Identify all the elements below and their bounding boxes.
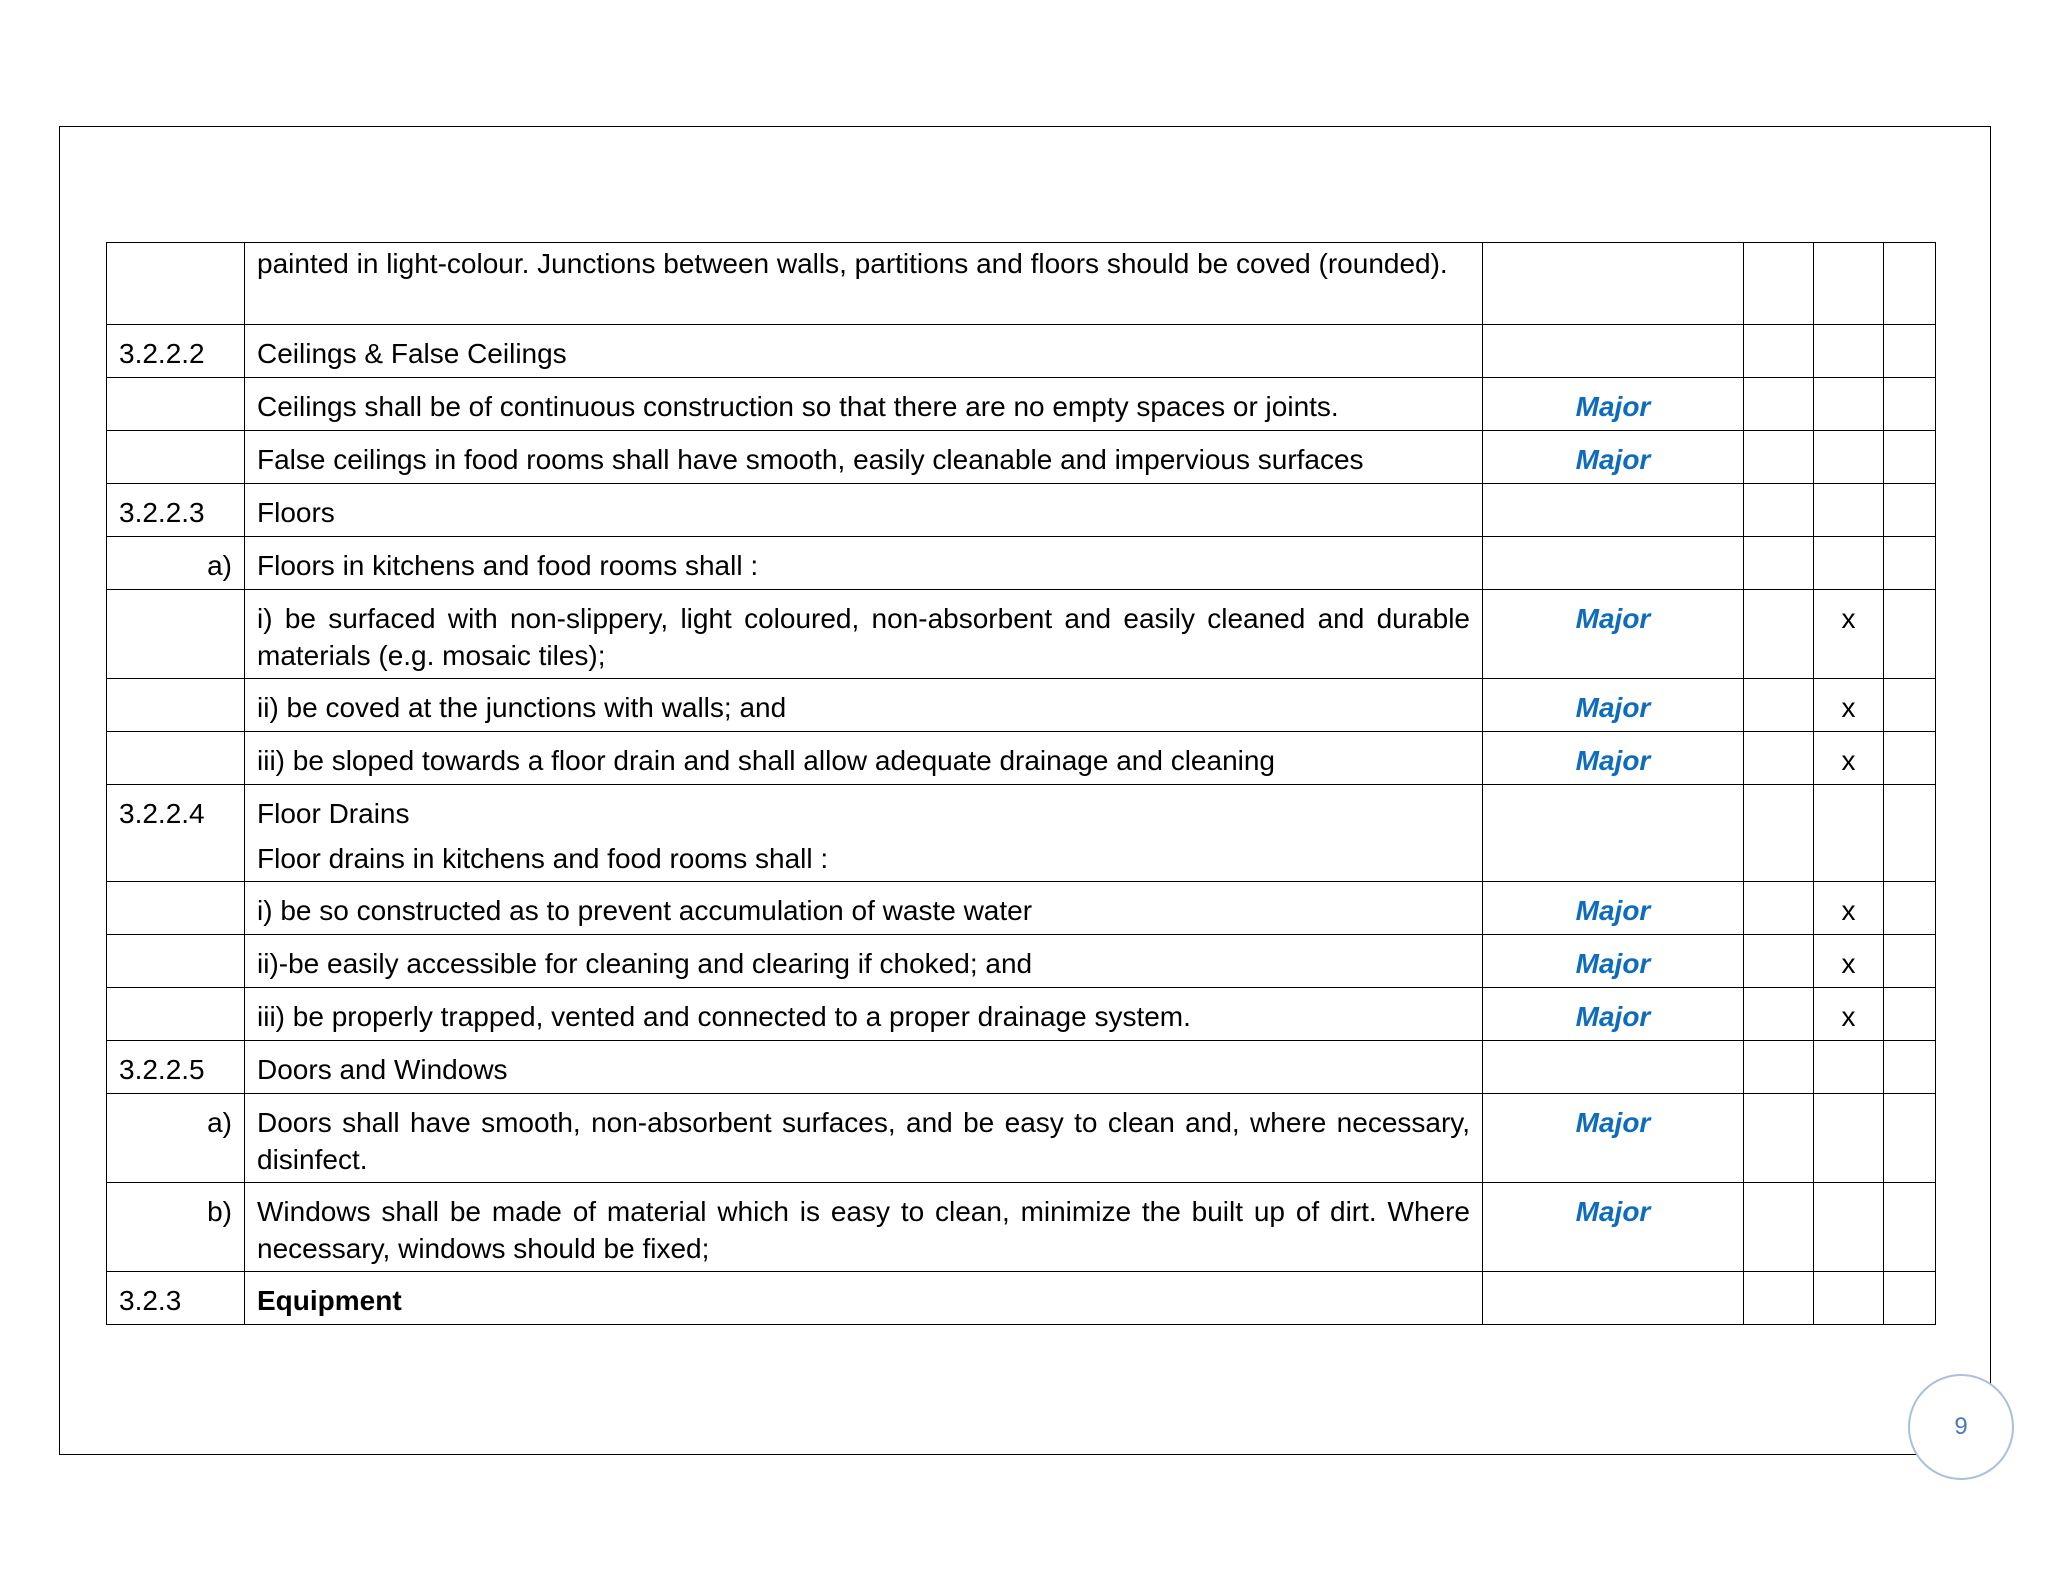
section-intro: Floor drains in kitchens and food rooms shall : [257,843,829,874]
severity-cell [1483,1041,1744,1094]
check-column-1 [1744,484,1814,537]
requirement-text: ii)-be easily accessible for cleaning and clearing if choked; and [245,935,1483,988]
requirement-text: Doors and Windows [245,1041,1483,1094]
table-row [107,988,1936,1041]
severity-cell: Major [1483,935,1744,988]
requirement-text: False ceilings in food rooms shall have smooth, easily cleanable and impervious surfaces [245,431,1483,484]
check-column-2: x [1814,935,1884,988]
clause-number [107,431,245,484]
table-row [107,378,1936,431]
check-column-1 [1744,537,1814,590]
check-column-1 [1744,243,1814,325]
check-column-1 [1744,732,1814,785]
check-column-1 [1744,1041,1814,1094]
check-column-1 [1744,378,1814,431]
clause-number [107,935,245,988]
check-column-2: x [1814,679,1884,732]
check-column-3 [1884,785,1936,882]
check-column-1 [1744,679,1814,732]
severity-cell: Major [1483,988,1744,1041]
table-row [107,325,1936,378]
check-column-1 [1744,785,1814,882]
check-column-3 [1884,1183,1936,1272]
check-column-2 [1814,785,1884,882]
clause-number [107,882,245,935]
severity-cell [1483,537,1744,590]
check-column-2 [1814,484,1884,537]
check-column-2: x [1814,988,1884,1041]
check-column-2 [1814,1041,1884,1094]
section-heading: Floor Drains [257,798,410,829]
check-column-2 [1814,325,1884,378]
clause-number [107,679,245,732]
clause-number: 3.2.2.3 [107,484,245,537]
check-column-3 [1884,243,1936,325]
table-row [107,537,1936,590]
table-row [107,431,1936,484]
clause-number [107,378,245,431]
check-column-2: x [1814,590,1884,679]
clause-number: 3.2.2.5 [107,1041,245,1094]
check-column-2 [1814,1272,1884,1325]
check-column-2 [1814,1094,1884,1183]
severity-cell: Major [1483,882,1744,935]
check-column-3 [1884,732,1936,785]
check-column-3 [1884,431,1936,484]
check-column-3 [1884,537,1936,590]
requirement-text [245,785,1483,882]
requirement-text: ii) be coved at the junctions with walls; and [245,679,1483,732]
severity-cell: Major [1483,732,1744,785]
clause-number: 3.2.2.2 [107,325,245,378]
page-number-badge: 9 [1908,1374,2014,1480]
check-column-1 [1744,1183,1814,1272]
clause-number: a) [107,537,245,590]
requirement-text: Equipment [245,1272,1483,1325]
check-column-1 [1744,988,1814,1041]
table-row [107,732,1936,785]
clause-number [107,243,245,325]
table-row [107,882,1936,935]
check-column-3 [1884,1041,1936,1094]
severity-cell: Major [1483,378,1744,431]
clause-number: b) [107,1183,245,1272]
check-column-3 [1884,484,1936,537]
table-row [107,1183,1936,1272]
severity-cell: Major [1483,679,1744,732]
severity-cell [1483,785,1744,882]
check-column-2 [1814,1183,1884,1272]
severity-cell: Major [1483,1094,1744,1183]
clause-number [107,590,245,679]
check-column-1 [1744,590,1814,679]
requirement-text: Floors [245,484,1483,537]
requirement-text: Windows shall be made of material which is easy to clean, minimize the built up of dirt. Where necessary, windows should be fixed; [245,1183,1483,1272]
check-column-1 [1744,431,1814,484]
severity-cell [1483,325,1744,378]
clause-number: 3.2.3 [107,1272,245,1325]
check-column-2 [1814,243,1884,325]
table-row [107,243,1936,325]
check-column-3 [1884,882,1936,935]
check-column-2: x [1814,882,1884,935]
requirement-text: i) be so constructed as to prevent accumulation of waste water [245,882,1483,935]
table-row [107,1094,1936,1183]
severity-cell: Major [1483,590,1744,679]
requirement-text: iii) be properly trapped, vented and connected to a proper drainage system. [245,988,1483,1041]
check-column-1 [1744,1094,1814,1183]
requirement-text: painted in light-colour. Junctions between walls, partitions and floors should be coved (rounded). [245,243,1483,325]
check-column-3 [1884,935,1936,988]
severity-cell: Major [1483,431,1744,484]
table-row [107,785,1936,882]
check-column-3 [1884,1272,1936,1325]
check-column-1 [1744,935,1814,988]
check-column-3 [1884,1094,1936,1183]
table-row [107,590,1936,679]
requirement-text: Ceilings & False Ceilings [245,325,1483,378]
requirement-text: Ceilings shall be of continuous construction so that there are no empty spaces or joints. [245,378,1483,431]
clause-number [107,732,245,785]
check-column-2 [1814,537,1884,590]
table-row [107,1272,1936,1325]
requirement-text: i) be surfaced with non-slippery, light coloured, non-absorbent and easily cleaned and durable materials (e.g. mosaic tiles); [245,590,1483,679]
table-row [107,935,1936,988]
check-column-2: x [1814,732,1884,785]
clause-number [107,988,245,1041]
check-column-1 [1744,882,1814,935]
check-column-1 [1744,325,1814,378]
severity-cell [1483,243,1744,325]
requirement-text: Floors in kitchens and food rooms shall : [245,537,1483,590]
check-column-2 [1814,378,1884,431]
hygiene-checklist-table [106,242,1936,1325]
table-row [107,679,1936,732]
clause-number: a) [107,1094,245,1183]
severity-cell [1483,1272,1744,1325]
requirement-text: iii) be sloped towards a floor drain and shall allow adequate drainage and cleaning [245,732,1483,785]
check-column-1 [1744,1272,1814,1325]
check-column-3 [1884,378,1936,431]
requirement-text: Doors shall have smooth, non-absorbent surfaces, and be easy to clean and, where necessary, disinfect. [245,1094,1483,1183]
severity-cell: Major [1483,1183,1744,1272]
check-column-2 [1814,431,1884,484]
severity-cell [1483,484,1744,537]
table-row [107,484,1936,537]
table-row [107,1041,1936,1094]
check-column-3 [1884,988,1936,1041]
clause-number: 3.2.2.4 [107,785,245,882]
check-column-3 [1884,325,1936,378]
check-column-3 [1884,679,1936,732]
check-column-3 [1884,590,1936,679]
